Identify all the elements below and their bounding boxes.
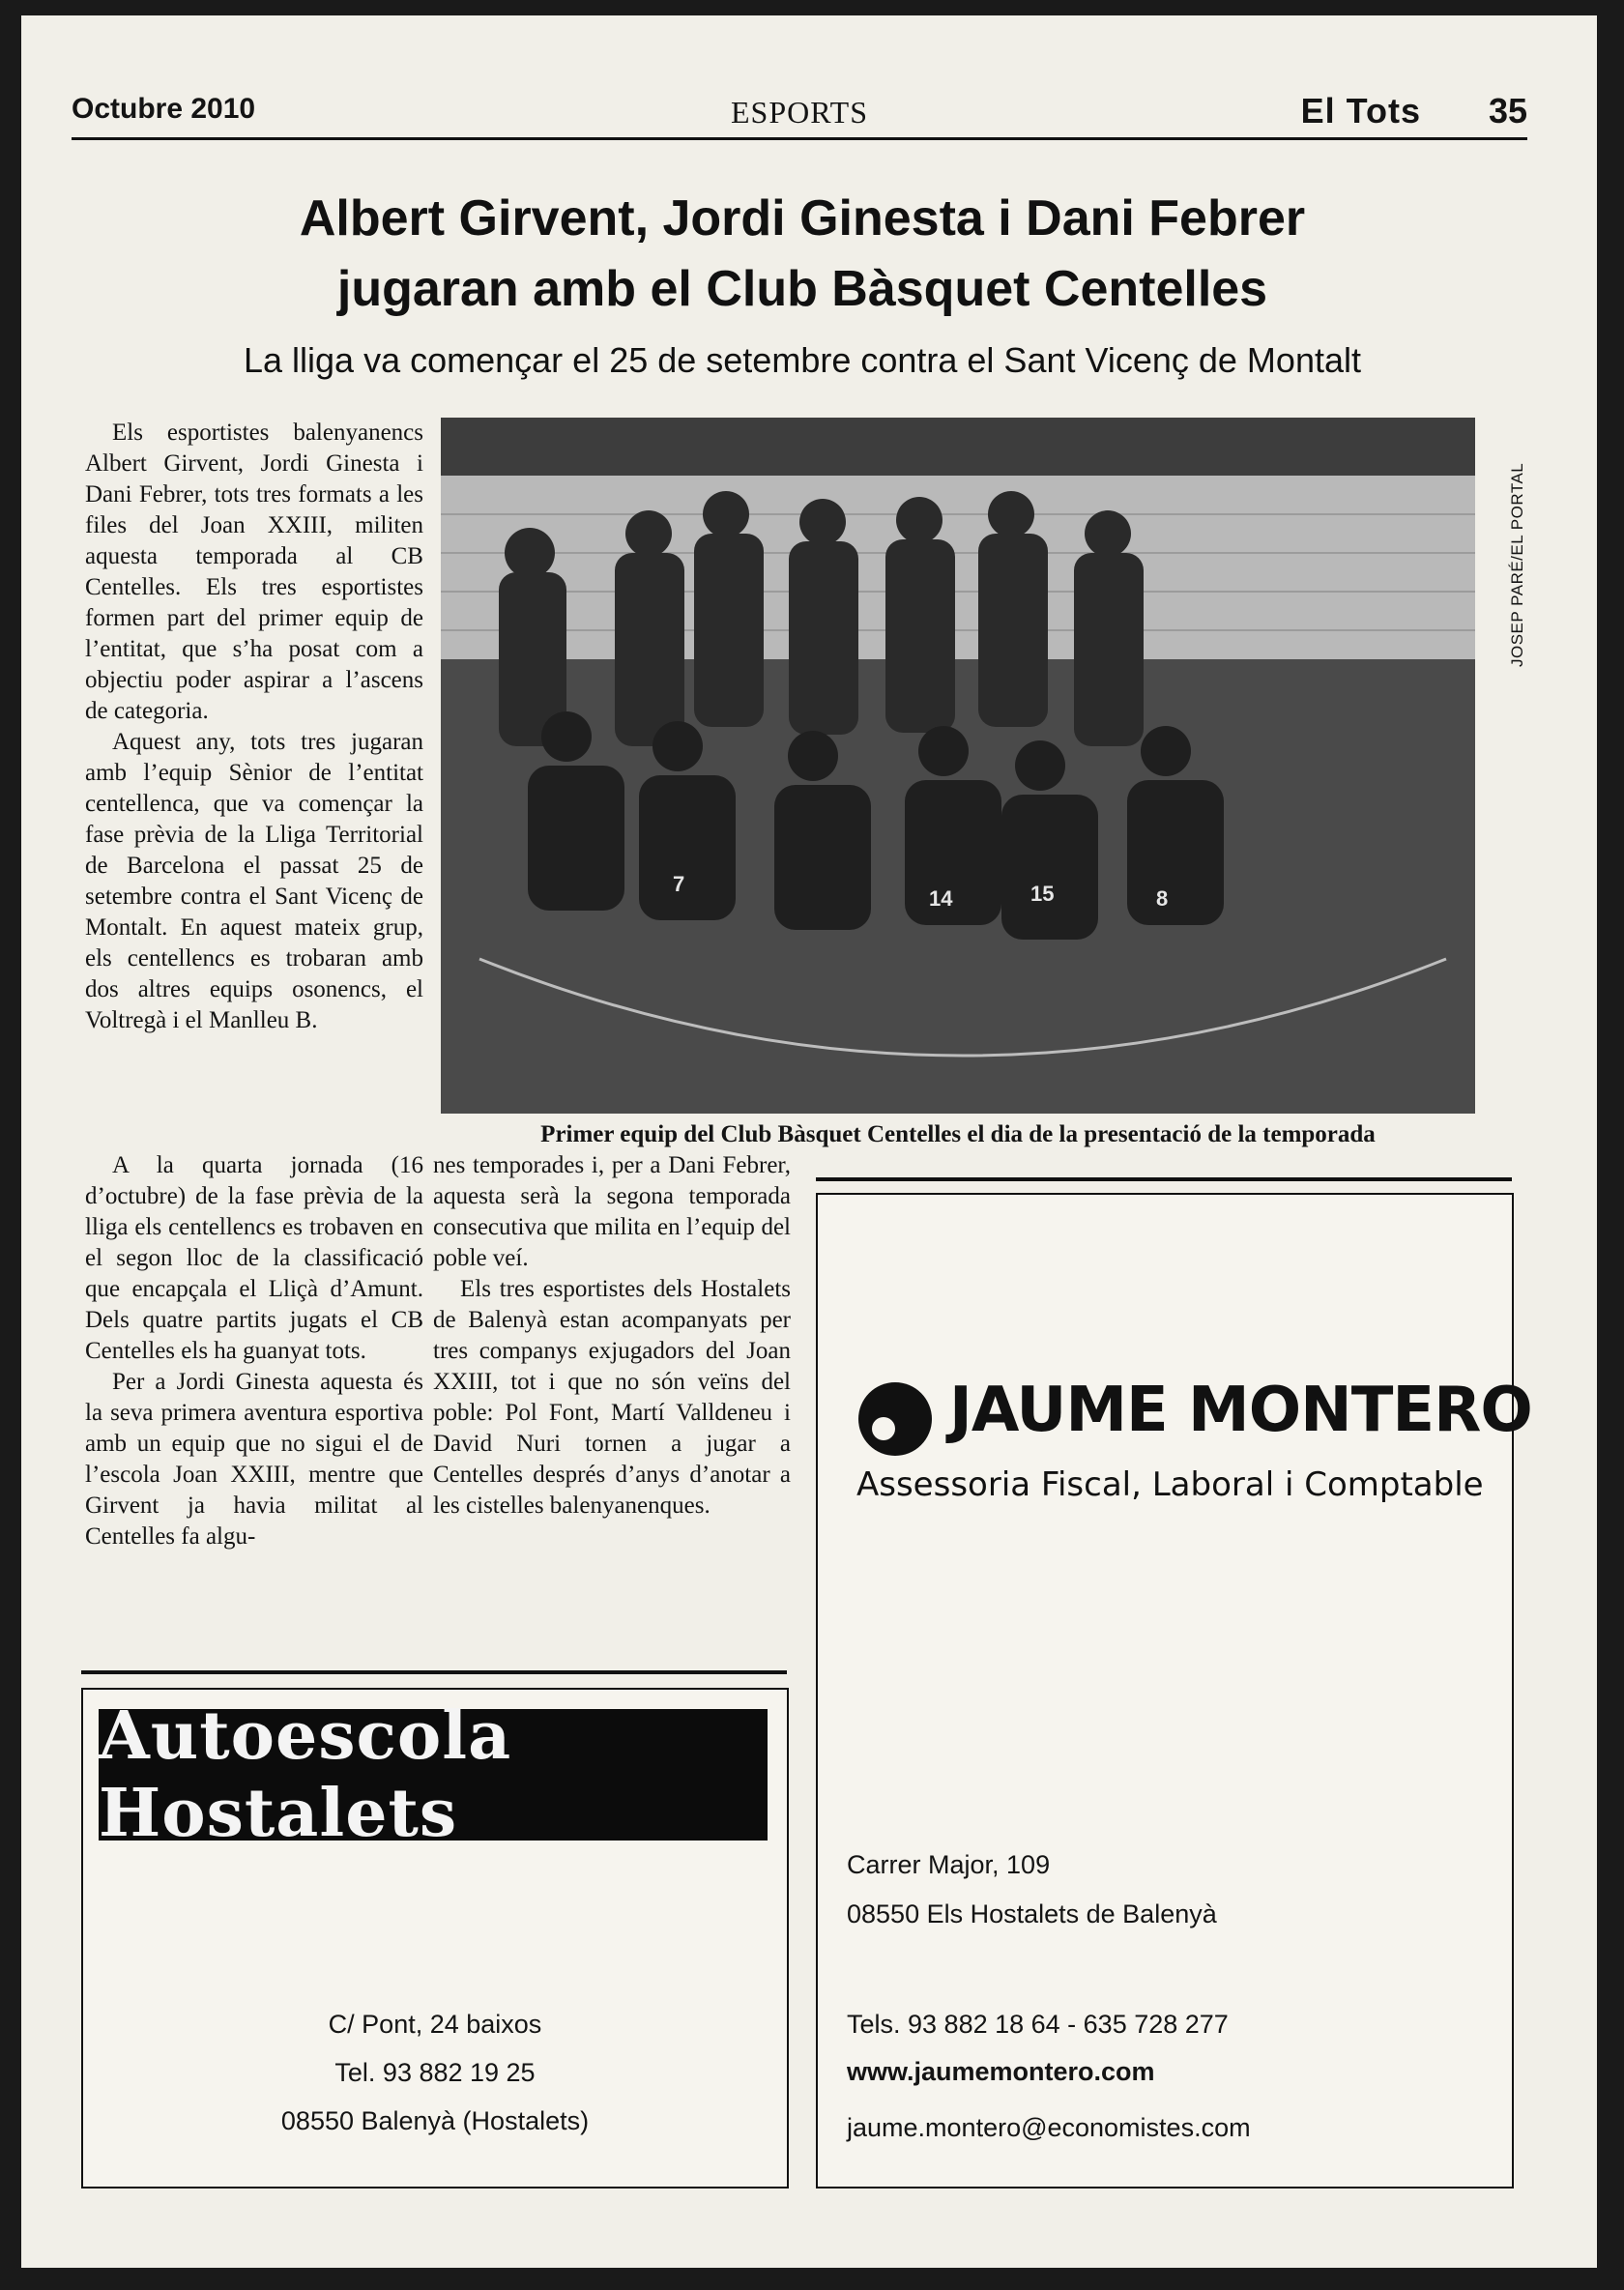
company-name: JAUME MONTERO <box>949 1375 1532 1446</box>
headline-line-1: Albert Girvent, Jordi Ginesta i Dani Febrer <box>299 190 1306 246</box>
paragraph: Aquest any, tots tres jugaran amb l’equip Sènior de l’entitat centellenca, que va començar la fase prèvia de la Lliga Territorial de Barcelona el passat 25 de setembre contra el Sant Vicenç de Montalt. En aquest mateix grup, els centellencs es trobaran amb dos altres equips osonencs, el Voltregà i el Manlleu B. <box>85 729 423 1033</box>
paragraph: Per a Jordi Ginesta aquesta és la seva primera aventura esportiva amb un equip que no sigui el de l’escola Joan XXIII, mentre que Girvent ja havia militat al Centelles fa algu- <box>85 1369 423 1550</box>
jersey-number: 15 <box>1030 882 1055 906</box>
jaume-montero-advertisement <box>816 1193 1532 2189</box>
article-subheadline: La lliga va començar el 25 de setembre contra el Sant Vicenç de Montalt <box>244 340 1361 380</box>
autoescola-phone: Tel. 93 882 19 25 <box>334 2057 536 2087</box>
article-headline <box>116 184 1489 325</box>
company-website[interactable]: www.jaumemontero.com <box>847 2056 1155 2086</box>
autoescola-logo: Autoescola Hostalets <box>99 1709 768 1841</box>
address-line-2: 08550 Els Hostalets de Balenyà <box>847 1899 1217 1929</box>
issue-date: Octubre 2010 <box>72 93 256 125</box>
headline-line-2: jugaran amb el Club Bàsquet Centelles <box>336 260 1268 317</box>
page-header <box>72 75 1527 140</box>
team-photo-illustration <box>441 418 1475 1114</box>
autoescola-contact <box>83 2001 787 2146</box>
paragraph: A la quarta jornada (16 d’octubre) de la fase prèvia de la lliga els centellencs es trobaven en el segon lloc de la classificació que encapçala el Lliçà d’Amunt. Dels quatre partits jugats el CB Centelles els ha guanyat tots. <box>85 1152 423 1364</box>
paragraph: Els tres esportistes dels Hostalets de Balenyà estan acompanyats per tres companys exjugadors del Joan XXIII, tot i que no són veïns del poble: Pol Font, Martí Valldeneu i David Nuri tornen a jugar a Centelles després d’anys d’anotar a les cistelles balenyanenques. <box>433 1276 791 1519</box>
article-column-2 <box>433 1150 791 1522</box>
jersey-number: 14 <box>929 886 953 911</box>
company-tagline: Assessoria Fiscal, Laboral i Comptable <box>856 1465 1484 1504</box>
circle-logo-icon <box>856 1380 934 1458</box>
divider-rule <box>81 1670 787 1674</box>
company-contact <box>847 2001 1251 2152</box>
autoescola-advertisement <box>81 1688 789 2189</box>
paragraph: nes temporades i, per a Dani Febrer, aquesta serà la segona temporada consecutiva que milita en l’equip del poble veí. <box>433 1152 791 1271</box>
paragraph: Els esportistes balenyanencs Albert Girvent, Jordi Ginesta i Dani Febrer, tots tres formats a les files del Joan XXIII, militen aquesta temporada al CB Centelles. Els tres esportistes formen part del primer equip de l’entitat, que s’ha posat com a objectiu poder aspirar a l’ascens de categoria. <box>85 420 423 724</box>
article-column-1-continued <box>85 1150 423 1552</box>
autoescola-address: C/ Pont, 24 baixos <box>328 2010 542 2039</box>
publication-name: El Tots <box>1300 91 1421 130</box>
company-address <box>847 1841 1217 1940</box>
address-line-1: Carrer Major, 109 <box>847 1850 1051 1879</box>
section-name: ESPORTS <box>730 95 868 130</box>
company-phones: Tels. 93 882 18 64 - 635 728 277 <box>847 2010 1229 2039</box>
jersey-number: 8 <box>1156 886 1169 911</box>
page-number: 35 <box>1488 91 1527 130</box>
article-column-1 <box>85 418 423 1036</box>
jaume-montero-logo <box>856 1375 1532 1510</box>
jersey-number: 7 <box>673 872 685 896</box>
photo-credit: JOSEP PARÉ/EL PORTAL <box>1508 462 1526 667</box>
autoescola-town: 08550 Balenyà (Hostalets) <box>280 2105 590 2135</box>
team-photo <box>441 418 1475 1114</box>
company-email[interactable]: jaume.montero@economistes.com <box>847 2113 1251 2143</box>
divider-rule <box>816 1177 1512 1181</box>
photo-caption: Primer equip del Club Bàsquet Centelles el dia de la presentació de la temporada <box>540 1121 1376 1147</box>
